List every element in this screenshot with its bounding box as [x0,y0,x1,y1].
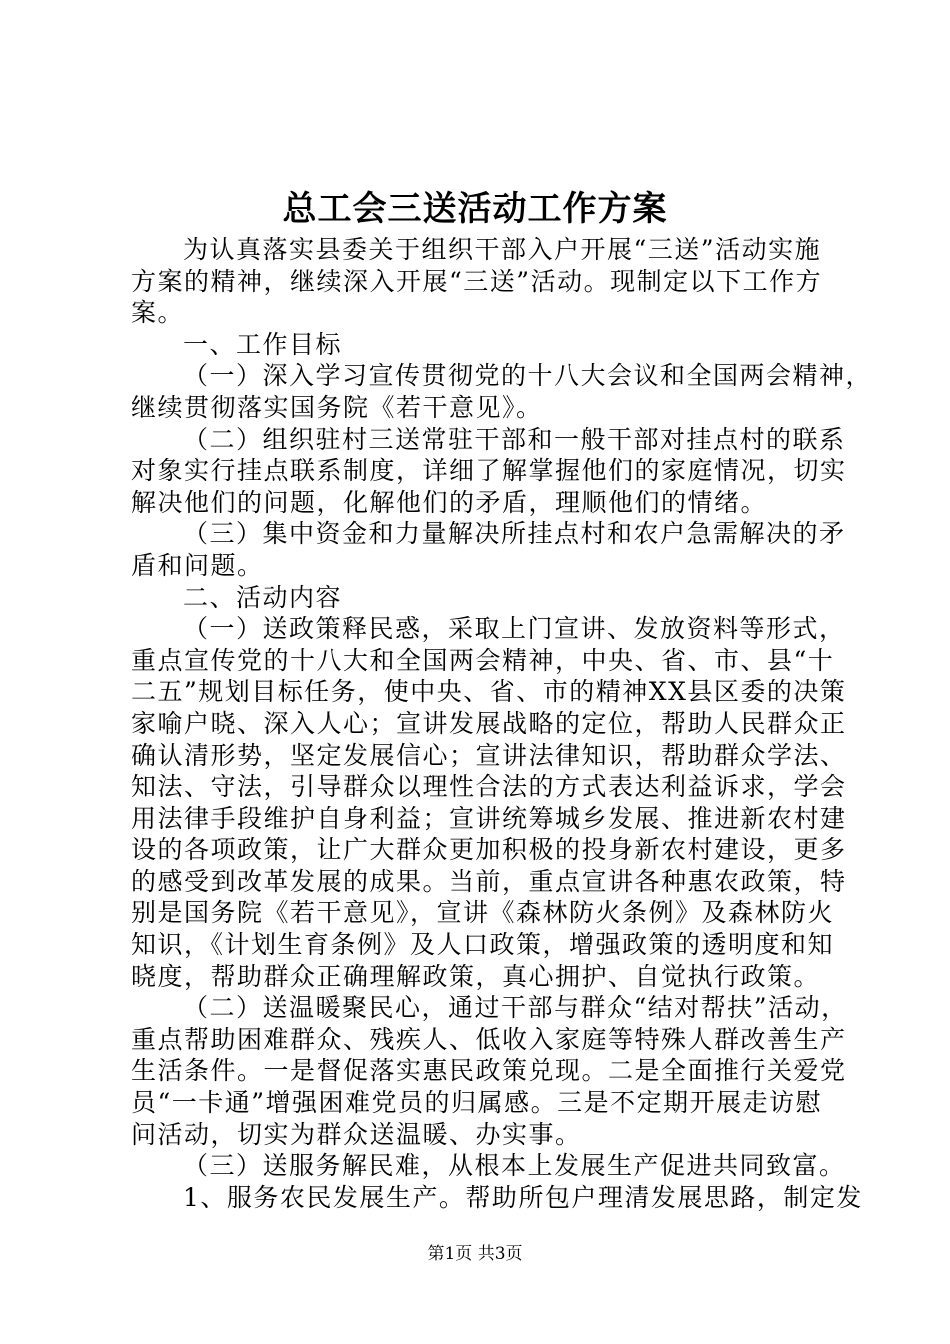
page-footer: 第1页 共3页 [427,1244,523,1264]
text-line: 二五”规划目标任务，使中央、省、市的精神XX县区委的决策 [131,677,847,707]
text-line: 用法律手段维护自身利益；宣讲统筹城乡发展、推进新农村建 [131,803,847,833]
text-line: 员“一卡通”增强困难党员的归属感。三是不定期开展走访慰 [131,1088,823,1118]
text-line: 1、服务农民发展生产。帮助所包户理清发展思路，制定发 [183,1182,863,1212]
text-line: （三）集中资金和力量解决所挂点村和农户急需解决的矛 [183,519,846,549]
text-line: 问活动，切实为群众送温暖、办实事。 [131,1119,582,1149]
text-line: （一）深入学习宣传贯彻党的十八大会议和全国两会精神， [183,361,873,391]
text-line: 重点宣传党的十八大和全国两会精神，中央、省、市、县“十 [131,645,835,675]
text-line: 盾和问题。 [131,550,264,580]
text-line: 案。 [131,298,185,328]
text-line: 一、工作目标 [183,329,343,359]
document-body [131,234,873,1213]
text-line: 的感受到改革发展的成果。当前，重点宣讲各种惠农政策，特 [131,866,847,896]
text-line: 对象实行挂点联系制度，详细了解掌握他们的家庭情况，切实 [131,456,847,486]
text-line: 继续贯彻落实国务院《若干意见》。 [131,392,543,422]
text-line: （二）送温暖聚民心，通过干部与群众“结对帮扶”活动， [183,993,848,1023]
text-line: 二、活动内容 [183,582,343,612]
text-line: 方案的精神，继续深入开展“三送”活动。现制定以下工作方 [131,266,823,296]
text-line: 知法、守法，引导群众以理性合法的方式表达利益诉求，学会 [131,772,847,802]
text-line: （二）组织驻村三送常驻干部和一般干部对挂点村的联系 [183,424,846,454]
document-title: 总工会三送活动工作方案 [282,189,668,229]
text-line: 家喻户晓、深入人心；宣讲发展战略的定位，帮助人民群众正 [131,708,847,738]
text-line: 晓度，帮助群众正确理解政策，真心拥护、自觉执行政策。 [131,961,821,991]
text-line: 解决他们的问题，化解他们的矛盾，理顺他们的情绪。 [131,487,768,517]
text-line: （三）送服务解民难，从根本上发展生产促进共同致富。 [183,1151,846,1181]
text-line: 设的各项政策，让广大群众更加积极的投身新农村建设，更多 [131,835,847,865]
text-line: 确认清形势，坚定发展信心；宣讲法律知识，帮助群众学法、 [131,740,847,770]
text-line: 重点帮助困难群众、残疾人、低收入家庭等特殊人群改善生产 [131,1024,847,1054]
text-line: （一）送政策释民惑，采取上门宣讲、发放资料等形式， [183,614,846,644]
text-line: 为认真落实县委关于组织干部入户开展“三送”活动实施 [183,235,822,264]
text-line: 知识，《计划生育条例》及人口政策，增强政策的透明度和知 [131,930,835,960]
text-line: 生活条件。一是督促落实惠民政策兑现。二是全面推行关爱党 [131,1056,847,1086]
text-line: 别是国务院《若干意见》，宣讲《森林防火条例》及森林防火 [131,898,835,928]
